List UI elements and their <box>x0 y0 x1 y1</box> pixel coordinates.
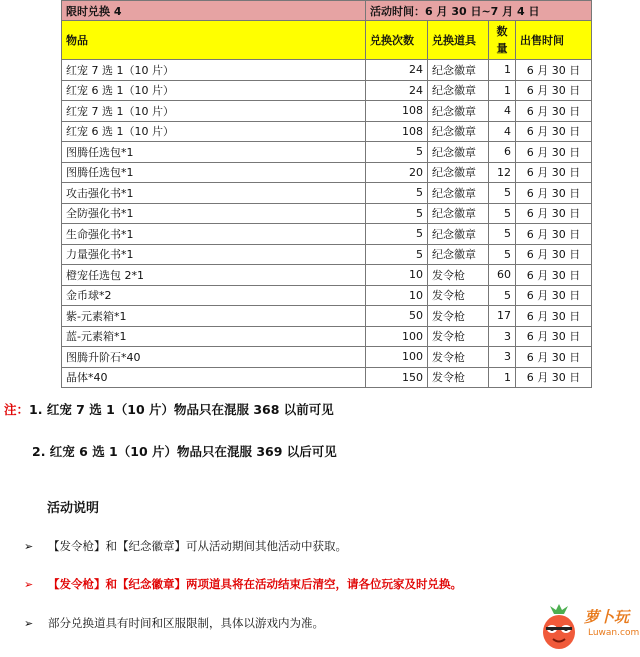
radish-mascot-icon <box>536 604 582 652</box>
cell-date: 6 月 30 日 <box>516 265 592 286</box>
arrow-icon: ➢ <box>24 578 34 591</box>
cell-count: 50 <box>366 306 428 327</box>
cell-item: 紫-元素箱*1 <box>62 306 366 327</box>
arrow-icon: ➢ <box>24 617 34 630</box>
cell-tool: 发令枪 <box>428 265 489 286</box>
table-row <box>62 285 592 306</box>
cell-item: 橙宠任选包 2*1 <box>62 265 366 286</box>
cell-qty: 17 <box>489 306 516 327</box>
table-row <box>62 121 592 142</box>
cell-count: 108 <box>366 101 428 122</box>
cell-qty: 5 <box>489 244 516 265</box>
cell-tool: 纪念徽章 <box>428 80 489 101</box>
table-row <box>62 60 592 81</box>
cell-tool: 发令枪 <box>428 285 489 306</box>
cell-count: 5 <box>366 142 428 163</box>
table-row <box>62 224 592 245</box>
header-tool: 兑换道具 <box>428 21 489 60</box>
cell-qty: 5 <box>489 224 516 245</box>
bullet-1 <box>24 538 347 554</box>
cell-date: 6 月 30 日 <box>516 367 592 388</box>
cell-qty: 3 <box>489 326 516 347</box>
table-row <box>62 101 592 122</box>
cell-count: 20 <box>366 162 428 183</box>
cell-qty: 1 <box>489 80 516 101</box>
cell-item: 生命强化书*1 <box>62 224 366 245</box>
cell-item: 红宠 7 选 1（10 片） <box>62 101 366 122</box>
bullet-2 <box>24 576 462 592</box>
cell-tool: 纪念徽章 <box>428 183 489 204</box>
cell-qty: 60 <box>489 265 516 286</box>
note-2: 2. 红宠 6 选 1（10 片）物品只在混服 369 以后可见 <box>32 444 337 459</box>
header-count: 兑换次数 <box>366 21 428 60</box>
section-title: 活动说明 <box>47 501 100 516</box>
cell-date: 6 月 30 日 <box>516 203 592 224</box>
table-row <box>62 162 592 183</box>
header-qty: 数量 <box>489 21 516 60</box>
cell-tool: 发令枪 <box>428 326 489 347</box>
logo-sub: Luwan.com <box>588 628 640 638</box>
table-title: 限时兑换 4 <box>62 1 366 21</box>
cell-tool: 纪念徽章 <box>428 203 489 224</box>
cell-count: 5 <box>366 224 428 245</box>
cell-item: 蓝-元素箱*1 <box>62 326 366 347</box>
cell-item: 红宠 6 选 1（10 片） <box>62 121 366 142</box>
cell-count: 10 <box>366 265 428 286</box>
table-row <box>62 80 592 101</box>
cell-count: 10 <box>366 285 428 306</box>
header-date: 出售时间 <box>516 21 592 60</box>
cell-qty: 4 <box>489 101 516 122</box>
cell-item: 攻击强化书*1 <box>62 183 366 204</box>
cell-date: 6 月 30 日 <box>516 142 592 163</box>
cell-qty: 3 <box>489 347 516 368</box>
table-title-row <box>62 1 592 21</box>
cell-date: 6 月 30 日 <box>516 244 592 265</box>
cell-qty: 6 <box>489 142 516 163</box>
bullet-3 <box>24 615 324 631</box>
cell-item: 红宠 6 选 1（10 片） <box>62 80 366 101</box>
cell-tool: 纪念徽章 <box>428 244 489 265</box>
cell-item: 全防强化书*1 <box>62 203 366 224</box>
logo-text: 萝卜玩 <box>584 608 630 626</box>
table-row <box>62 347 592 368</box>
cell-date: 6 月 30 日 <box>516 183 592 204</box>
bullet-1-text: 【发令枪】和【纪念徽章】可从活动期间其他活动中获取。 <box>48 539 347 553</box>
cell-item: 图腾升阶石*40 <box>62 347 366 368</box>
cell-tool: 纪念徽章 <box>428 60 489 81</box>
cell-item: 图腾任选包*1 <box>62 142 366 163</box>
cell-tool: 纪念徽章 <box>428 121 489 142</box>
bullet-3-text: 部分兑换道具有时间和区服限制，具体以游戏内为准。 <box>48 616 324 630</box>
table-row <box>62 203 592 224</box>
cell-qty: 5 <box>489 203 516 224</box>
cell-date: 6 月 30 日 <box>516 326 592 347</box>
cell-qty: 1 <box>489 60 516 81</box>
table-row <box>62 183 592 204</box>
cell-date: 6 月 30 日 <box>516 285 592 306</box>
table-header-row <box>62 21 592 60</box>
header-item: 物品 <box>62 21 366 60</box>
cell-count: 100 <box>366 347 428 368</box>
table-row <box>62 244 592 265</box>
note-1-text: 1. 红宠 7 选 1（10 片）物品只在混服 368 以前可见 <box>29 402 334 417</box>
cell-tool: 纪念徽章 <box>428 162 489 183</box>
cell-qty: 1 <box>489 367 516 388</box>
cell-item: 图腾任选包*1 <box>62 162 366 183</box>
exchange-table <box>61 0 592 388</box>
cell-item: 红宠 7 选 1（10 片） <box>62 60 366 81</box>
cell-tool: 发令枪 <box>428 367 489 388</box>
cell-tool: 纪念徽章 <box>428 101 489 122</box>
note-1 <box>4 400 334 418</box>
cell-item: 晶体*40 <box>62 367 366 388</box>
note-prefix: 注： <box>4 402 30 417</box>
cell-date: 6 月 30 日 <box>516 306 592 327</box>
table-row <box>62 265 592 286</box>
cell-date: 6 月 30 日 <box>516 162 592 183</box>
cell-date: 6 月 30 日 <box>516 80 592 101</box>
site-logo <box>536 604 640 654</box>
cell-item: 力量强化书*1 <box>62 244 366 265</box>
table-row <box>62 142 592 163</box>
table-row <box>62 326 592 347</box>
cell-date: 6 月 30 日 <box>516 101 592 122</box>
cell-tool: 发令枪 <box>428 306 489 327</box>
cell-qty: 5 <box>489 183 516 204</box>
table-row <box>62 367 592 388</box>
cell-qty: 4 <box>489 121 516 142</box>
cell-count: 100 <box>366 326 428 347</box>
cell-count: 24 <box>366 80 428 101</box>
cell-count: 24 <box>366 60 428 81</box>
bullet-2-text: 【发令枪】和【纪念徽章】两项道具将在活动结束后清空，请各位玩家及时兑换。 <box>48 577 462 591</box>
cell-tool: 纪念徽章 <box>428 224 489 245</box>
cell-count: 5 <box>366 203 428 224</box>
cell-date: 6 月 30 日 <box>516 224 592 245</box>
cell-date: 6 月 30 日 <box>516 60 592 81</box>
cell-item: 金币球*2 <box>62 285 366 306</box>
event-period: 活动时间：6 月 30 日~7 月 4 日 <box>366 1 592 21</box>
cell-date: 6 月 30 日 <box>516 347 592 368</box>
cell-date: 6 月 30 日 <box>516 121 592 142</box>
arrow-icon: ➢ <box>24 540 34 553</box>
cell-qty: 12 <box>489 162 516 183</box>
table-row <box>62 306 592 327</box>
cell-count: 5 <box>366 183 428 204</box>
cell-count: 5 <box>366 244 428 265</box>
cell-tool: 发令枪 <box>428 347 489 368</box>
cell-count: 108 <box>366 121 428 142</box>
cell-count: 150 <box>366 367 428 388</box>
cell-tool: 纪念徽章 <box>428 142 489 163</box>
cell-qty: 5 <box>489 285 516 306</box>
